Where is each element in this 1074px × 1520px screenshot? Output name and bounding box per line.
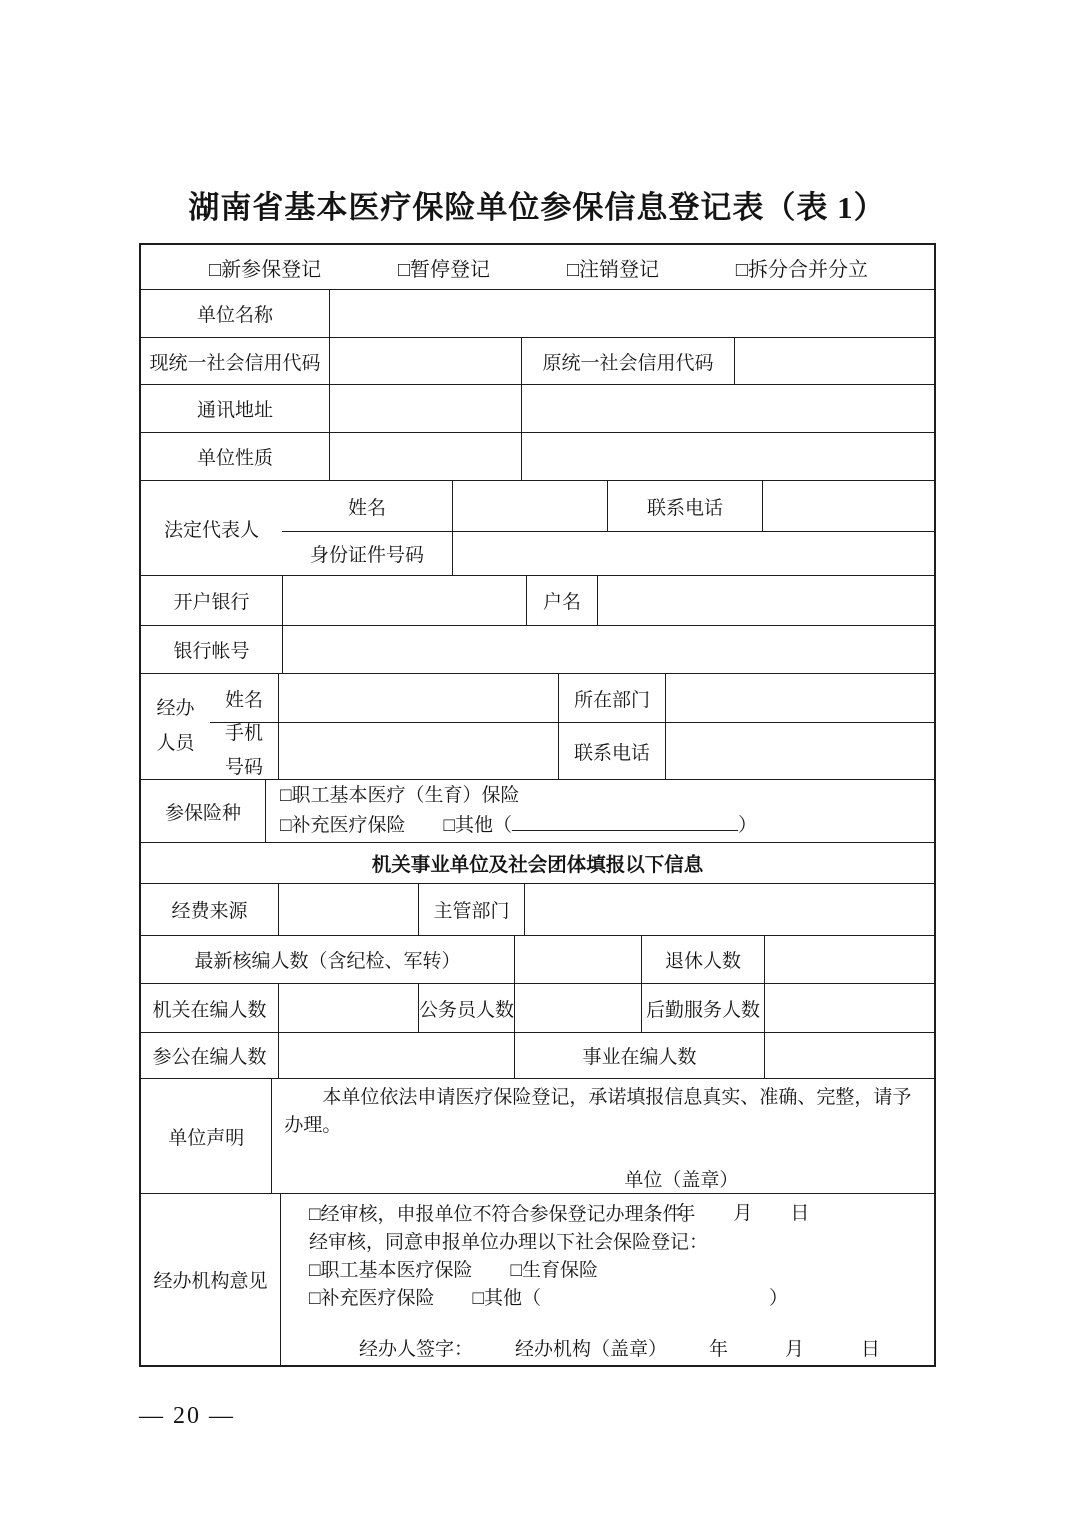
canshen-staff-label: 参公在编人数 [152, 1047, 267, 1068]
legal-rep-id-row [282, 531, 934, 575]
legal-rep-block [141, 480, 934, 575]
opinion-footer [309, 1334, 924, 1361]
staff-quota-label: 最新核编人数（含纪检、军转） [194, 951, 461, 972]
handler-name-label: 姓名 [224, 689, 263, 711]
handler-label: 经办人员 [156, 698, 195, 754]
handler-signature-label: 经办人签字： [359, 1339, 474, 1360]
institution-staff-input[interactable] [764, 1033, 934, 1078]
handler-dept-input[interactable] [665, 674, 934, 722]
bank-row [141, 575, 934, 625]
logistics-input[interactable] [764, 984, 934, 1032]
handler-mobile-row [210, 722, 934, 779]
staff-quota-input[interactable] [514, 936, 641, 983]
insurance-type-row [141, 779, 934, 842]
address-label: 通讯地址 [196, 400, 273, 421]
checkbox-option-not-eligible[interactable]: □经审核，申报单位不符合参保登记办理条件。 [309, 1204, 701, 1225]
address-input-2[interactable] [521, 385, 934, 432]
agency-staff-input[interactable] [278, 984, 418, 1032]
funding-source-row [141, 883, 934, 935]
insurance-type-options [265, 780, 934, 842]
handler-block [141, 673, 934, 779]
retired-count-input[interactable] [764, 936, 934, 983]
checkbox-option-supplementary-other[interactable]: □补充医疗保险 □其他（ ） [280, 811, 757, 841]
legal-rep-phone-label: 联系电话 [607, 481, 762, 531]
insurance-type-label: 参保险种 [164, 802, 241, 824]
staff-quota-row [141, 935, 934, 983]
handler-mobile-label: 手机号码 [224, 722, 263, 778]
legal-rep-name-row [282, 481, 934, 531]
checkbox-option-new-registration[interactable]: □新参保登记 [209, 258, 322, 281]
declaration-label: 单位声明 [168, 1127, 245, 1149]
unit-name-input[interactable] [329, 290, 934, 337]
handler-phone-label: 联系电话 [558, 723, 665, 779]
unit-type-input-1[interactable] [329, 433, 521, 480]
bank-label: 开户银行 [173, 592, 250, 613]
civil-servant-label: 公务员人数 [418, 984, 514, 1032]
unit-type-label: 单位性质 [196, 448, 273, 469]
bank-account-label: 银行帐号 [173, 641, 250, 662]
agency-seal-label: 经办机构（盖章） [515, 1339, 668, 1360]
bank-account-input[interactable] [282, 626, 934, 673]
registration-form-table [139, 243, 936, 1367]
handler-name-input[interactable] [278, 674, 558, 722]
unit-name-row [141, 289, 934, 337]
logistics-label: 后勤服务人数 [641, 984, 764, 1032]
registration-type-row [141, 245, 934, 289]
supervisor-dept-label: 主管部门 [418, 884, 524, 935]
handler-mobile-input[interactable] [278, 723, 558, 779]
funding-source-label: 经费来源 [171, 901, 248, 922]
bank-account-row [141, 625, 934, 673]
credit-code-row [141, 337, 934, 384]
current-credit-code-input[interactable] [329, 338, 521, 384]
legal-rep-phone-input[interactable] [762, 481, 934, 531]
canshen-staff-input[interactable] [278, 1033, 514, 1078]
other-insurance-blank-line[interactable] [512, 813, 738, 831]
section-header: 机关事业单位及社会团体填报以下信息 [371, 855, 704, 876]
civil-servant-input[interactable] [514, 984, 641, 1032]
legal-rep-name-label: 姓名 [347, 497, 386, 519]
current-credit-code-label: 现统一社会信用代码 [149, 352, 321, 374]
agency-opinion-label: 经办机构意见 [153, 1271, 268, 1292]
funding-source-input[interactable] [278, 884, 418, 935]
handler-name-row [210, 674, 934, 722]
checkbox-option-suspend-registration[interactable]: □暂停登记 [397, 258, 491, 281]
institution-staff-label: 事业在编人数 [514, 1033, 764, 1078]
unit-type-row [141, 432, 934, 480]
address-input-1[interactable] [329, 385, 521, 432]
checkbox-option-basic-medical-maternity[interactable]: □职工基本医疗保险 □生育保险 [309, 1260, 598, 1281]
declaration-date: 年 月 日 [676, 1203, 810, 1225]
legal-rep-id-label: 身份证件号码 [309, 545, 424, 566]
supervisor-dept-input[interactable] [524, 884, 934, 935]
unit-name-label: 单位名称 [196, 305, 273, 326]
legal-rep-id-input[interactable] [452, 532, 934, 575]
checkbox-option-employee-basic-medical[interactable]: □职工基本医疗（生育）保险 [280, 784, 520, 806]
unit-type-input-2[interactable] [521, 433, 934, 480]
retired-count-label: 退休人数 [641, 936, 764, 983]
agency-staff-row [141, 983, 934, 1032]
handler-phone-input[interactable] [665, 723, 934, 779]
legal-rep-name-input[interactable] [452, 481, 607, 531]
page-number: — 20 — [139, 1403, 235, 1429]
agency-opinion-row [141, 1193, 934, 1365]
checkbox-option-split-merge[interactable]: □拆分合并分立 [735, 258, 868, 281]
agency-staff-label: 机关在编人数 [152, 999, 267, 1021]
opinion-date-label: 年 月 日 [709, 1339, 881, 1360]
address-row [141, 384, 934, 432]
account-name-label: 户名 [526, 576, 597, 625]
section-header-row [141, 842, 934, 883]
page-title: 湖南省基本医疗保险单位参保信息登记表（表 1） [188, 190, 886, 225]
legal-rep-label: 法定代表人 [163, 519, 259, 541]
handler-dept-label: 所在部门 [558, 674, 665, 722]
opinion-approval-text: 经审核，同意申报单位办理以下社会保险登记： [309, 1232, 709, 1253]
declaration-text: 本单位依法申请医疗保险登记，承诺填报信息真实、准确、完整，请予办理。 [284, 1087, 912, 1136]
account-name-input[interactable] [597, 576, 934, 625]
checkbox-option-supplementary-other-opinion[interactable]: □补充医疗保险 □其他（ ） [309, 1288, 788, 1309]
original-credit-code-input[interactable] [734, 338, 934, 384]
checkbox-option-cancel-registration[interactable]: □注销登记 [566, 258, 660, 281]
agency-opinion-content [280, 1194, 934, 1365]
canshen-staff-row [141, 1032, 934, 1078]
registration-type-options [141, 245, 934, 289]
declaration-unit-seal: 单位（盖章） [624, 1170, 739, 1192]
original-credit-code-label: 原统一社会信用代码 [521, 338, 734, 384]
bank-input[interactable] [282, 576, 526, 625]
